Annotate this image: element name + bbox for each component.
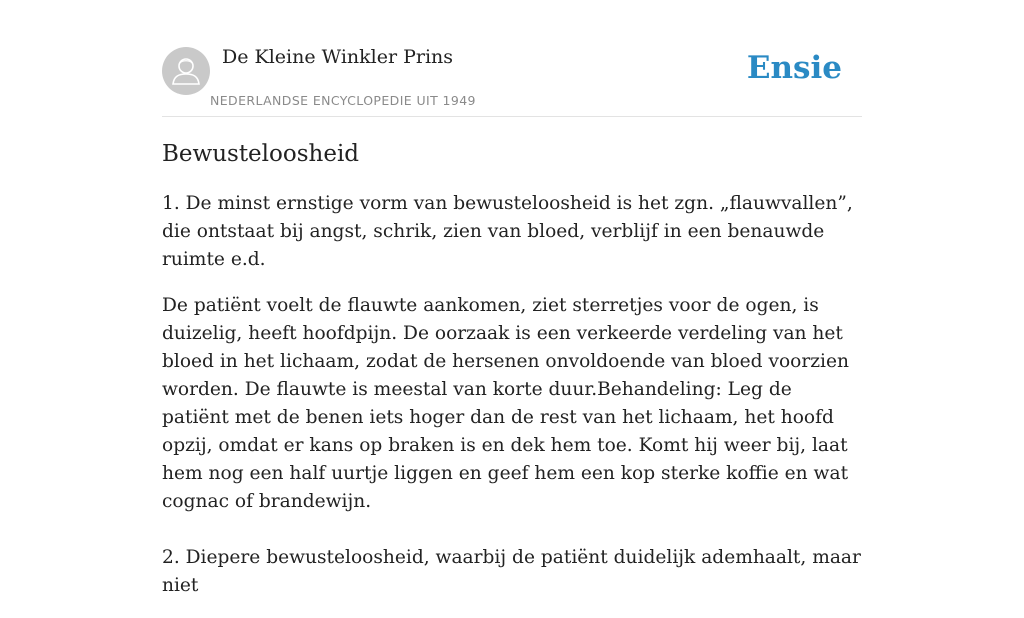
article [162,138,862,618]
user-icon [162,47,210,95]
article-paragraph: 1. De minst ernstige vorm van bewusteloosheid is het zgn. „flauwvallen”, die ontstaat bij angst, schrik, zien van bloed, verblijf in een benauwde ruimte e.d. [162,193,853,270]
article-paragraph: De patiënt voelt de flauwte aankomen, ziet sterretjes voor de ogen, is duizelig, heeft hoofdpijn. De oorzaak is een verkeerde verdeling van het bloed in het lichaam, zodat de hersenen onvoldoende van bloed voorzien worden. De flauwte is meestal van korte duur.Behandeling: Leg de patiënt met de benen iets hoger dan de rest van het lichaam, het hoofd opzij, omdat er kans op braken is en dek hem toe. Komt hij weer bij, laat hem nog een half uurtje liggen en geef hem een kop sterke koffie en wat cognac of brandewijn. [162,295,849,512]
source-subtitle: NEDERLANDSE ENCYCLOPEDIE UIT 1949 [210,93,476,108]
article-title: Bewusteloosheid [162,141,360,167]
avatar[interactable] [162,47,210,95]
header [162,46,862,117]
source-title[interactable]: De Kleine Winkler Prins [222,46,454,68]
ensie-logo[interactable]: Ensie [746,50,842,86]
article-paragraph: 2. Diepere bewusteloosheid, waarbij de patiënt duidelijk ademhaalt, maar niet [162,547,861,596]
